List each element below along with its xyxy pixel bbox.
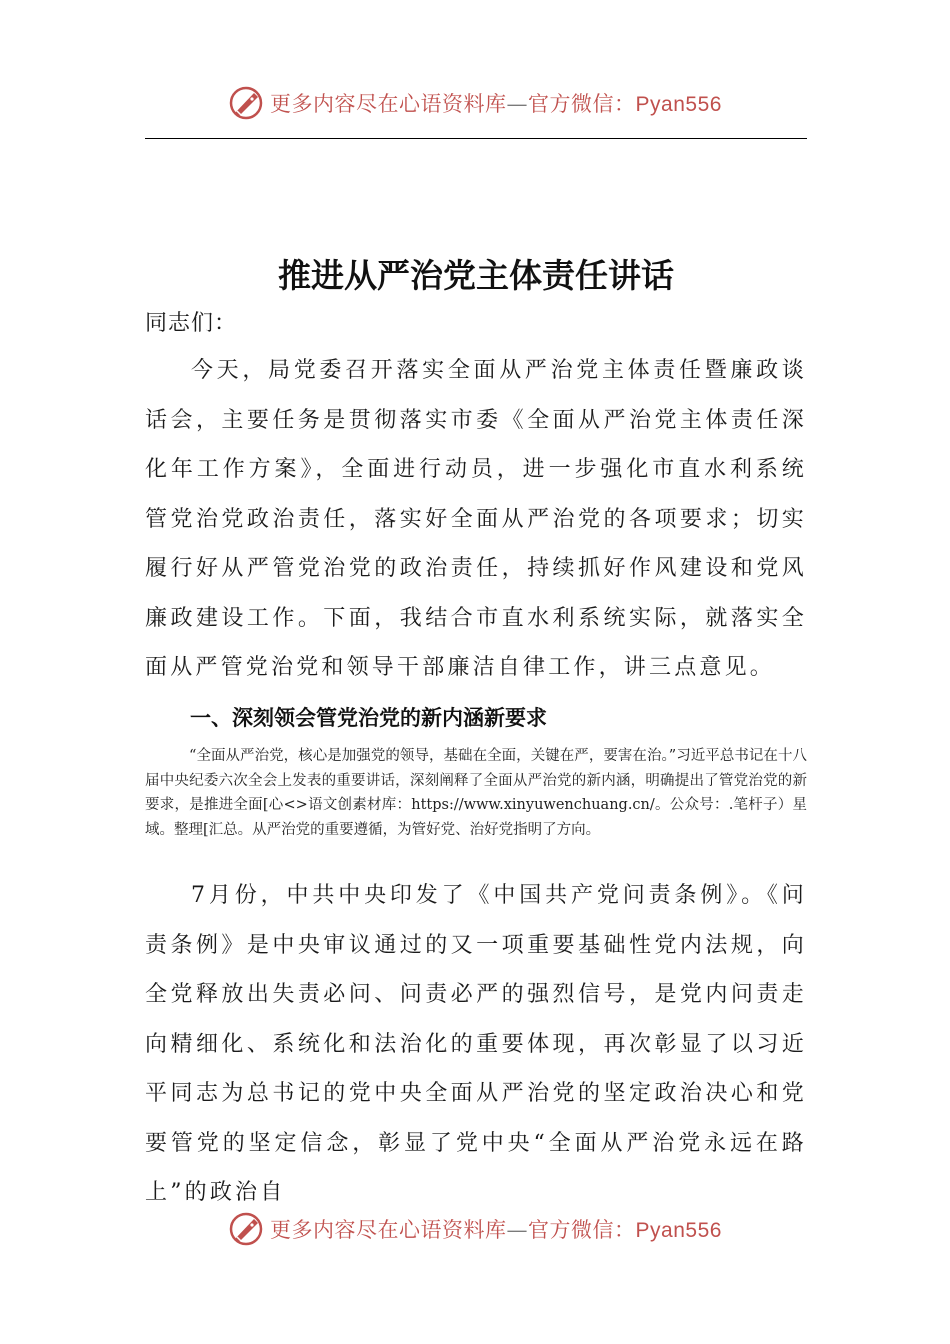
brand-wechat-id: Pyan556 (635, 1219, 722, 1242)
pen-nib-logo-icon (228, 1211, 264, 1247)
body-paragraph-3: 7月份，中共中央印发了《中国共产党问责条例》。《问责条例》是中央审议通过的又一项重要基础性党内法规，向全党释放出失责必问、问责必严的强烈信号，是党内问责走向精细化、系统化和法治化的重要体现，再次彰显了以习近平同志为总书记的党中央全面从严治党的坚定政治决心和党要管党的坚定信念，彰显了党中央“全面从严治党永远在路上”的政治自 (145, 883, 807, 1205)
document-title: 推进从严治党主体责任讲话 (278, 256, 674, 295)
brand-main-text: 更多内容尽在心语资料库 (270, 92, 507, 116)
brand-separator: — (506, 92, 529, 116)
brand-official-label: 官方微信： (528, 1218, 636, 1242)
brand-official-label: 官方微信： (528, 92, 636, 116)
brand-main-text: 更多内容尽在心语资料库 (270, 1218, 507, 1242)
header-divider (145, 138, 807, 139)
body-paragraph-1: 今天，局党委召开落实全面从严治党主体责任暨廉政谈话会，主要任务是贯彻落实市委《全面从严治党主体责任深化年工作方案》，全面进行动员，进一步强化市直水利系统管党治党政治责任，落实好全面从严治党的各项要求；切实履行好从严管党治党的政治责任，持续抓好作风建设和党风廉政建设工作。下面，我结合市直水利系统实际，就落实全面从严管党治党和领导干部廉洁自律工作，讲三点意见。 (145, 358, 807, 680)
salutation: 同志们： (145, 311, 238, 336)
brand-wechat-id: Pyan556 (635, 93, 722, 116)
brand-text (270, 1214, 722, 1244)
section-heading-1: 一、深刻领会管党治党的新内涵新要求 (190, 706, 547, 730)
footer-watermark (0, 1206, 950, 1252)
brand-text (270, 88, 722, 118)
header-watermark (0, 80, 950, 126)
pen-nib-logo-icon (228, 85, 264, 121)
quote-paragraph: “全面从严治党，核心是加强党的领导，基础在全面，关键在严，要害在治。”习近平总书记在十八届中央纪委六次全会上发表的重要讲话，深刻阐释了全面从严治党的新内涵，明确提出了管党治党的新要求，是推进全面[心<>语文创素材库：https://www.xinyuwenchuang.cn/。公众号：.笔杆子）星域。整理[汇总。从严治党的重要遵循，为管好党、治好党指明了方向。 (145, 748, 807, 838)
brand-separator: — (506, 1218, 529, 1242)
